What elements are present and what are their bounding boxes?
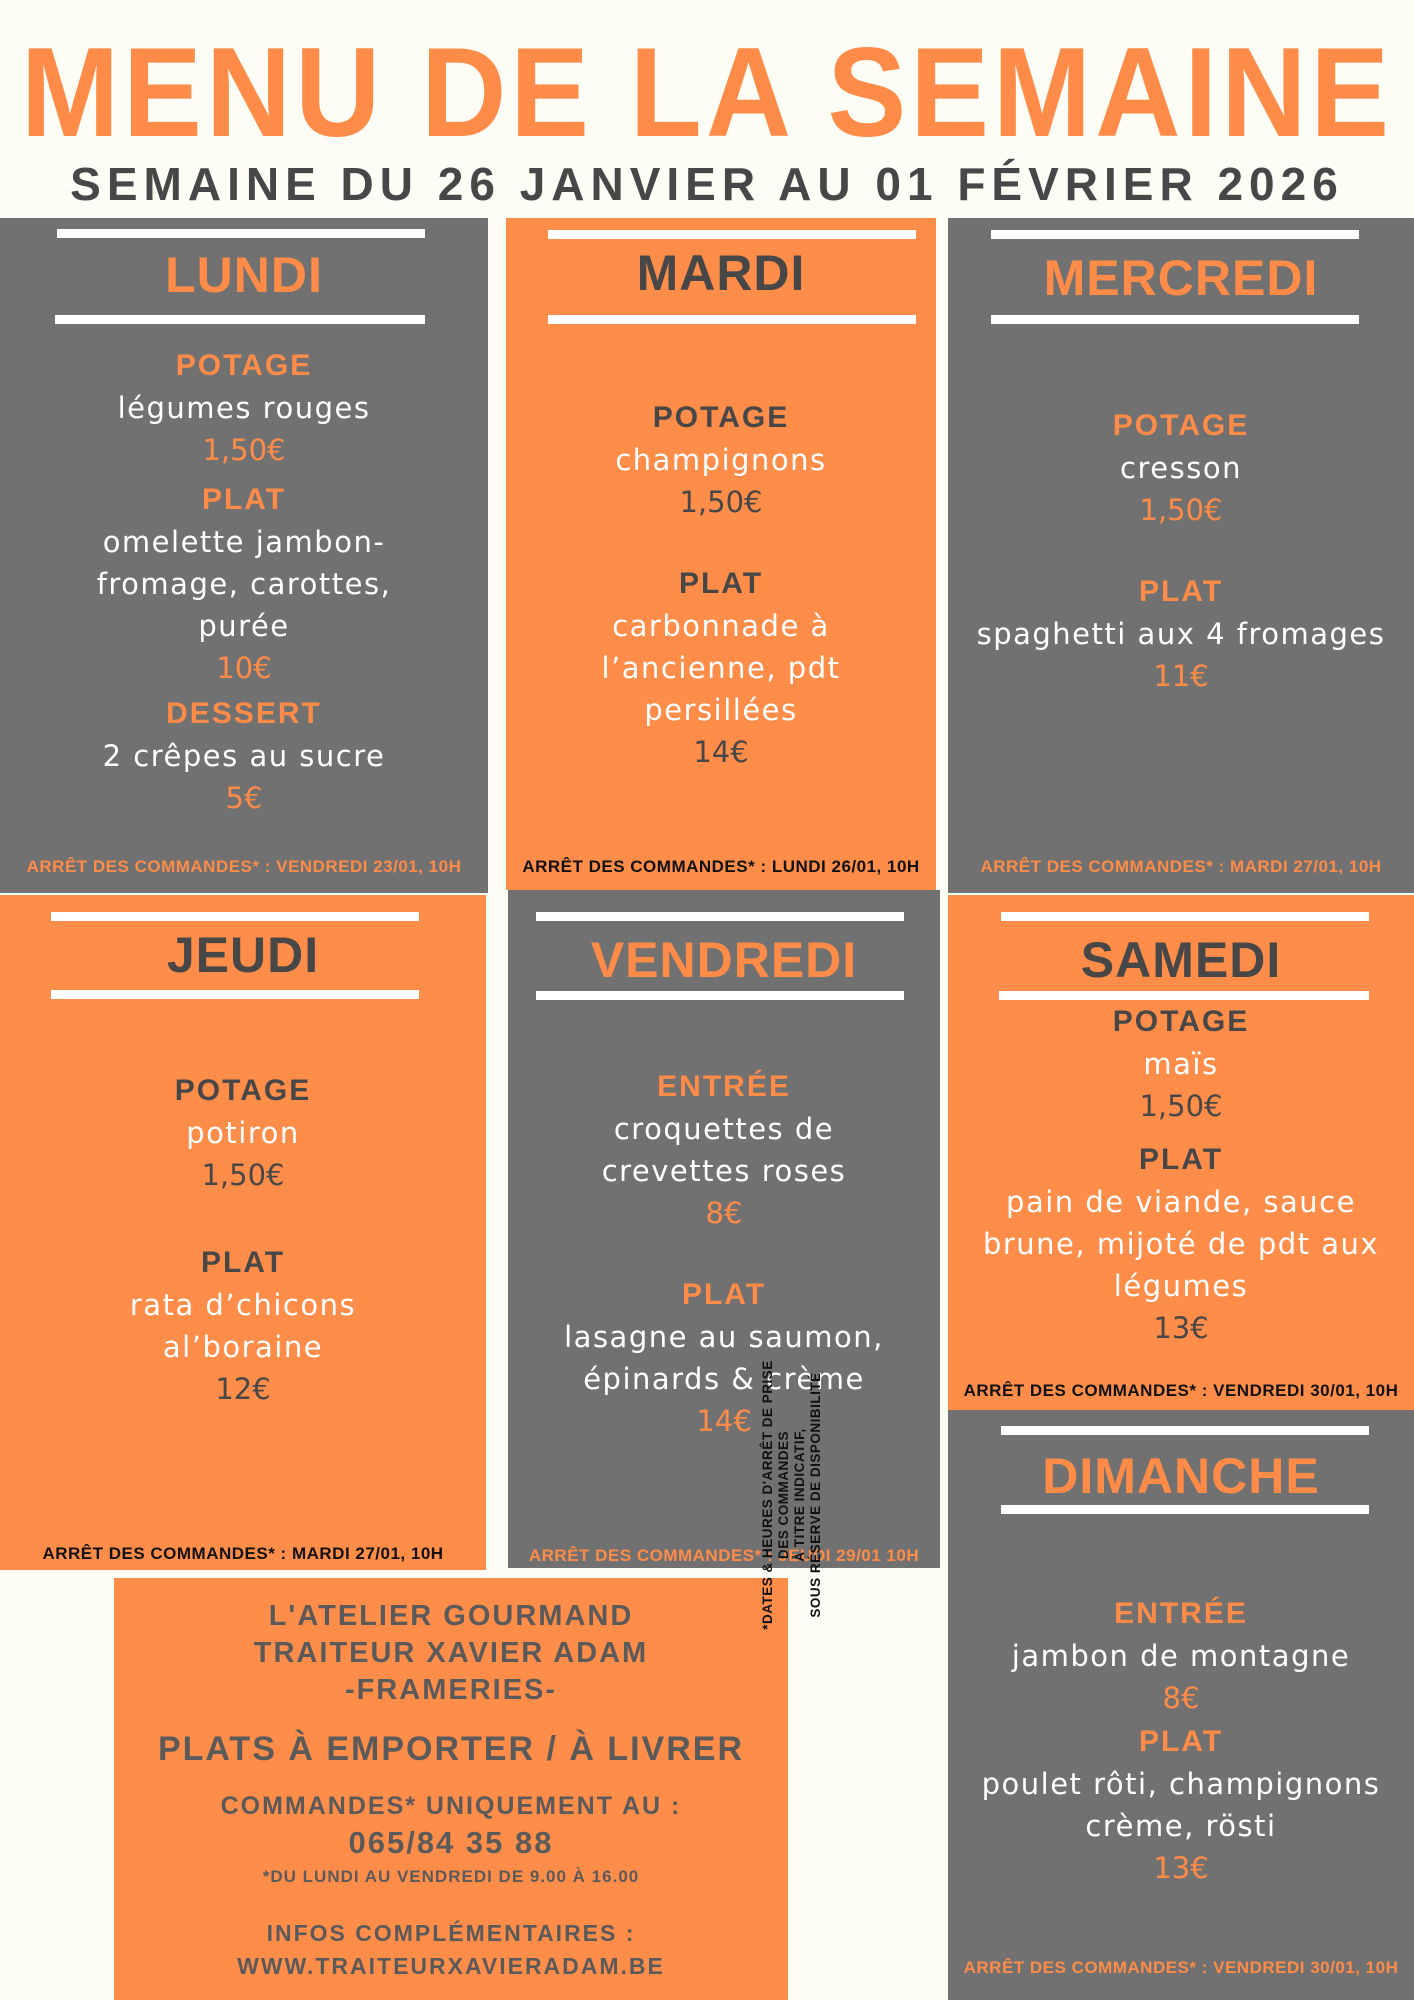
day-title: VENDREDI — [590, 932, 858, 988]
dish-name: l’ancienne, pdt — [601, 651, 841, 685]
top-divider — [536, 912, 904, 921]
day-card-mardi — [506, 218, 936, 890]
dish-name: potiron — [186, 1116, 300, 1150]
dish-name: rata d’chicons — [129, 1288, 357, 1322]
week-subtitle: SEMAINE DU 26 JANVIER AU 01 FÉVRIER 2026 — [70, 158, 1344, 210]
day-title: SAMEDI — [1080, 932, 1282, 988]
order-deadline: ARRÊT DES COMMANDES* : MARDI 27/01, 10H — [980, 857, 1382, 876]
order-hours: *DU LUNDI AU VENDREDI DE 9.00 À 16.00 — [262, 1867, 640, 1886]
dish-name: crème, rösti — [1085, 1809, 1277, 1843]
dish-price: 13€ — [1153, 1311, 1209, 1345]
dish-name: carbonnade à — [612, 609, 830, 643]
dish-price: 12€ — [215, 1372, 271, 1406]
disclaimer-line: SOUS RÉSERVE DE DISPONIBILITÉ — [808, 1372, 823, 1618]
disclaimer-line: DES COMMANDES — [776, 1431, 791, 1560]
day-title: DIMANCHE — [1042, 1448, 1320, 1504]
bottom-divider — [51, 990, 419, 999]
dish-name: lasagne au saumon, — [564, 1320, 884, 1354]
day-title: MARDI — [636, 245, 806, 301]
dish-price: 8€ — [705, 1196, 743, 1230]
day-title: LUNDI — [165, 247, 323, 303]
course-label: PLAT — [681, 1278, 767, 1311]
dish-name: brune, mijoté de pdt aux — [982, 1227, 1380, 1261]
business-name: L'ATELIER GOURMAND — [268, 1600, 634, 1632]
menu-items — [948, 1001, 1414, 1349]
dish-price: 1,50€ — [201, 1158, 285, 1192]
dish-price: 1,50€ — [679, 485, 763, 519]
dish-price: 14€ — [696, 1404, 752, 1438]
dish-name: épinards & crème — [583, 1362, 865, 1396]
dish-price: 8€ — [1162, 1681, 1200, 1715]
course-label: POTAGE — [1112, 409, 1250, 442]
course-label: DESSERT — [166, 697, 322, 730]
dish-name: crevettes roses — [601, 1154, 847, 1188]
top-divider — [991, 230, 1359, 239]
menu-items — [948, 1593, 1414, 1889]
dish-name: poulet rôti, champignons — [981, 1767, 1381, 1801]
menu-items — [0, 345, 488, 819]
order-deadline: ARRÊT DES COMMANDES* : JEUDI 29/01 10H — [528, 1546, 920, 1565]
deadline-disclaimer — [760, 1335, 870, 1655]
dish-price: 13€ — [1153, 1851, 1209, 1885]
dish-name: croquettes de — [613, 1112, 835, 1146]
top-divider — [1001, 1426, 1369, 1435]
course-label: PLAT — [1138, 1725, 1224, 1758]
day-card-vendredi — [508, 890, 940, 1568]
more-info-label: INFOS COMPLÉMENTAIRES : — [266, 1920, 636, 1946]
menu-items — [948, 405, 1414, 697]
dish-name: cresson — [1120, 451, 1242, 485]
dish-name: pain de viande, sauce — [1006, 1185, 1356, 1219]
day-title: MERCREDI — [1043, 250, 1319, 306]
top-divider — [57, 229, 425, 238]
day-card-samedi — [948, 895, 1414, 1410]
course-label: ENTRÉE — [657, 1070, 791, 1103]
dish-price: 10€ — [216, 651, 272, 685]
service-type: PLATS À EMPORTER / À LIVRER — [157, 1730, 745, 1768]
dish-price: 1,50€ — [202, 433, 286, 467]
dish-price: 14€ — [693, 735, 749, 769]
dish-name: 2 crêpes au sucre — [102, 739, 386, 773]
dish-name: légumes — [1113, 1269, 1249, 1303]
top-divider — [51, 912, 419, 921]
dish-price: 1,50€ — [1139, 493, 1223, 527]
bottom-divider — [536, 991, 904, 1000]
dish-name: persillées — [644, 693, 798, 727]
dish-name: jambon de montagne — [1011, 1639, 1351, 1673]
course-label: PLAT — [1138, 1143, 1224, 1176]
dish-price: 11€ — [1153, 659, 1209, 693]
day-card-mercredi — [948, 218, 1414, 893]
order-deadline: ARRÊT DES COMMANDES* : VENDREDI 30/01, 10H — [963, 1958, 1399, 1977]
top-divider — [1001, 912, 1369, 921]
caterer-info-box — [114, 1578, 788, 2000]
order-deadline: ARRÊT DES COMMANDES* : VENDREDI 30/01, 10H — [963, 1381, 1399, 1400]
course-label: PLAT — [201, 483, 287, 516]
dish-name: maïs — [1143, 1047, 1219, 1081]
order-deadline: ARRÊT DES COMMANDES* : VENDREDI 23/01, 10H — [26, 857, 462, 876]
bottom-divider — [991, 315, 1359, 324]
menu-items — [506, 397, 936, 773]
phone-number[interactable]: 065/84 35 88 — [348, 1825, 554, 1860]
order-deadline: ARRÊT DES COMMANDES* : LUNDI 26/01, 10H — [522, 857, 920, 876]
menu-items — [0, 1070, 486, 1410]
course-label: PLAT — [1138, 575, 1224, 608]
disclaimer-line: À TITRE INDICATIF, — [792, 1428, 807, 1562]
dish-name: fromage, carottes, — [96, 567, 392, 601]
dish-name: purée — [198, 609, 290, 643]
top-divider — [548, 230, 916, 239]
bottom-divider — [548, 315, 916, 324]
course-label: PLAT — [200, 1246, 286, 1279]
town-name: -FRAMERIES- — [344, 1674, 558, 1706]
day-title: JEUDI — [166, 927, 320, 983]
dish-name: champignons — [615, 443, 827, 477]
course-label: PLAT — [678, 567, 764, 600]
menu-items — [508, 1066, 940, 1442]
bottom-divider — [55, 315, 425, 324]
dish-price: 1,50€ — [1139, 1089, 1223, 1123]
caterer-name: TRAITEUR XAVIER ADAM — [253, 1637, 649, 1669]
dish-name: légumes rouges — [117, 391, 371, 425]
dish-name: al’boraine — [162, 1330, 324, 1364]
bottom-divider — [999, 991, 1369, 1000]
course-label: POTAGE — [1112, 1005, 1250, 1038]
website-link[interactable]: WWW.TRAITEURXAVIERADAM.BE — [237, 1953, 665, 1979]
bottom-divider — [1001, 1505, 1369, 1514]
course-label: POTAGE — [174, 1074, 312, 1107]
order-deadline: ARRÊT DES COMMANDES* : MARDI 27/01, 10H — [42, 1544, 444, 1563]
course-label: POTAGE — [175, 349, 313, 382]
orders-label: COMMANDES* UNIQUEMENT AU : — [220, 1792, 682, 1820]
dish-name: omelette jambon- — [102, 525, 386, 559]
day-card-jeudi — [0, 895, 486, 1570]
day-card-dimanche — [948, 1410, 1414, 2000]
disclaimer-line: *DATES & HEURES D'ARRÊT DE PRISE — [760, 1360, 775, 1630]
course-label: ENTRÉE — [1114, 1597, 1248, 1630]
course-label: POTAGE — [652, 401, 790, 434]
dish-name: spaghetti aux 4 fromages — [976, 617, 1386, 651]
page-title: MENU DE LA SEMAINE — [20, 21, 1394, 165]
day-card-lundi — [0, 218, 488, 893]
dish-price: 5€ — [225, 781, 263, 815]
